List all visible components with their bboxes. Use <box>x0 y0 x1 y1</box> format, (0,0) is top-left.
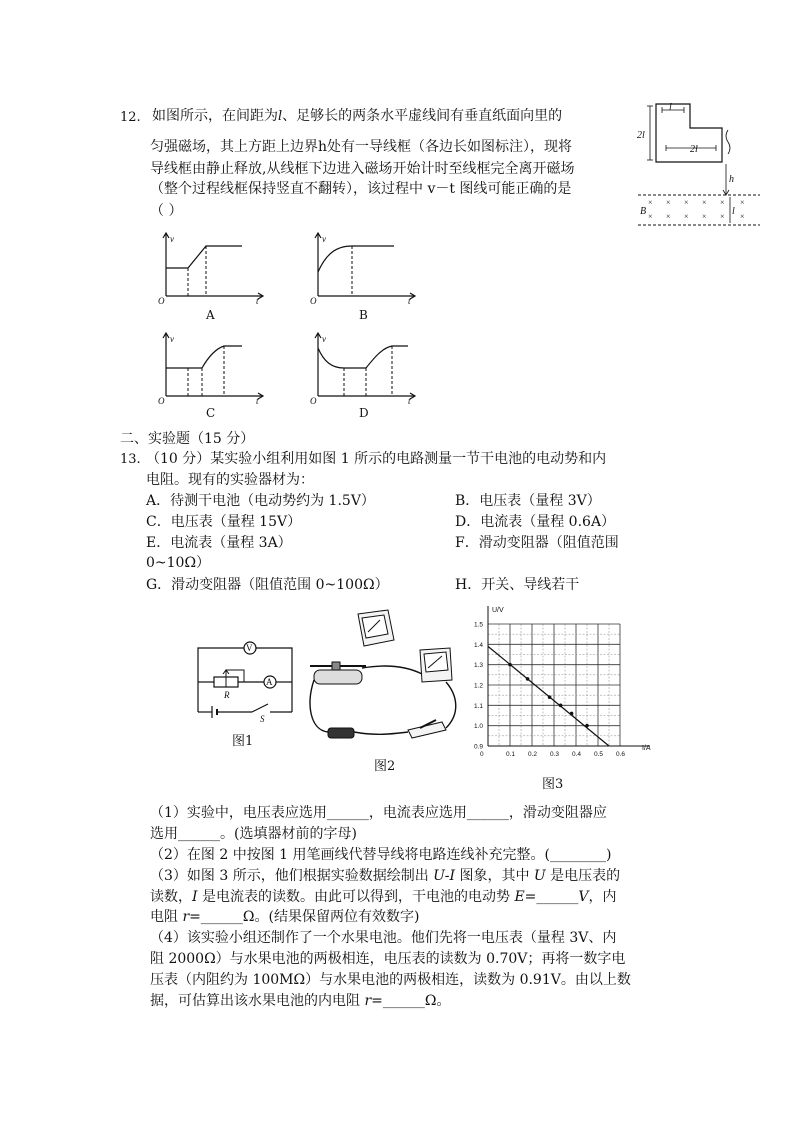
fig3-data-point <box>526 677 530 681</box>
graph-c-t-label: t <box>256 396 259 404</box>
figure-1-caption: 图1 <box>232 734 254 749</box>
graph-d-v-label: v <box>322 334 326 344</box>
fig3-data-point <box>585 724 589 728</box>
svg-text:×: × <box>740 198 745 207</box>
graph-b-v-label: v <box>322 234 326 244</box>
svg-text:×: × <box>666 212 671 221</box>
option-f-line1: F．滑动变阻器（阻值范围 <box>455 535 619 551</box>
svg-text:×: × <box>648 198 653 207</box>
fig-label-h: h <box>729 174 734 185</box>
part-4-line1: （4）该实验小组还制作了一个水果电池。他们先将一电压表（量程 3V、内 <box>150 930 617 946</box>
fig-label-l: l <box>669 102 672 113</box>
fig3-y-tick-label: 1.2 <box>474 682 484 690</box>
option-f-line2: 0~10Ω） <box>146 555 211 571</box>
graph-c-v-label: v <box>170 334 174 344</box>
graph-d-origin: O <box>310 396 317 404</box>
fig3-x-tick-label: 0.5 <box>594 751 604 758</box>
svg-text:×: × <box>648 212 653 221</box>
svg-text:×: × <box>702 212 707 221</box>
q12-graph-b <box>310 232 420 304</box>
svg-text:×: × <box>684 198 689 207</box>
fig-label-B: B <box>640 206 647 217</box>
option-h: H．开关、导线若干 <box>455 577 580 593</box>
fig3-y-axis-label: U/V <box>492 607 504 614</box>
fig3-y-tick-label: 1.0 <box>474 723 484 731</box>
q12-graph-a <box>158 232 268 304</box>
fig3-x-tick-label: 0.6 <box>616 751 626 758</box>
figure-2-caption: 图2 <box>374 759 396 774</box>
fig1-switch-label: S <box>260 714 265 724</box>
q12-number: 12. <box>120 110 141 125</box>
fig3-x-axis-label: I/A <box>642 745 651 752</box>
graph-b-label: B <box>359 308 368 322</box>
graph-d-t-label: t <box>408 396 411 404</box>
part-3-line2: 读数，I 是电流表的读数。由此可以得到，干电池的电动势 E=______V，内 <box>150 889 617 905</box>
graph-c-label: C <box>206 406 216 420</box>
q12-text-line4: （整个过程线框保持竖直不翻转），该过程中 v－t 图线可能正确的是 <box>150 181 572 197</box>
graph-b-origin: O <box>310 296 317 304</box>
fig3-data-point <box>508 663 512 667</box>
part-1-line2: 选用______。(选填器材前的字母) <box>150 826 357 842</box>
option-a: A．待测干电池（电动势约为 1.5V） <box>146 493 375 509</box>
fig3-x-tick-label: 0.4 <box>572 751 582 758</box>
option-g: G．滑动变阻器（阻值范围 0~100Ω） <box>146 577 389 593</box>
fig3-x-tick-label: 0 <box>480 751 484 758</box>
fig3-x-tick-label: 0.1 <box>506 751 516 758</box>
figure-3-caption: 图3 <box>542 777 564 792</box>
svg-text:×: × <box>702 198 707 207</box>
q12-answer-bracket: （ ） <box>150 203 183 219</box>
graph-a-label: A <box>206 308 215 322</box>
part-4-line2: 阻 2000Ω）与水果电池的两极相连，电压表的读数为 0.70V；再将一数字电 <box>150 951 626 967</box>
graph-c-origin: O <box>158 396 165 404</box>
fig-label-2l-side: 2l <box>637 130 645 141</box>
part-4-line3: 压表（内阻约为 100MΩ）与水果电池的两极相连，读数为 0.91V。由以上数 <box>150 972 631 988</box>
svg-text:×: × <box>720 212 725 221</box>
q12-frame-field-figure <box>636 98 762 230</box>
part-3-line3: 电阻 r=______Ω。(结果保留两位有效数字) <box>150 909 420 925</box>
graph-a-origin: O <box>158 296 165 304</box>
q12-graph-c <box>158 332 268 404</box>
figure-1-circuit <box>190 640 298 730</box>
option-e: E．电流表（量程 3A） <box>146 535 292 551</box>
q13-intro-line1: （10 分）某实验小组利用如图 1 所示的电路测量一节干电池的电动势和内 <box>146 451 607 467</box>
q12-text-line3: 导线框由静止释放,从线框下边进入磁场开始计时至线框完全离开磁场 <box>150 161 575 177</box>
figure-2-apparatus <box>296 604 462 754</box>
fig1-ammeter-symbol: A <box>266 677 273 687</box>
option-b: B．电压表（量程 3V） <box>455 493 601 509</box>
svg-text:×: × <box>740 212 745 221</box>
fig-label-field-width: l <box>732 206 735 217</box>
option-c: C．电压表（量程 15V） <box>146 514 302 530</box>
fig3-data-point <box>570 712 574 716</box>
fig3-y-tick-label: 1.1 <box>474 702 484 710</box>
option-d: D．电流表（量程 0.6A） <box>455 514 616 530</box>
fig3-x-tick-label: 0.2 <box>528 751 538 758</box>
fig3-y-tick-label: 1.3 <box>474 662 484 670</box>
fig3-y-tick-label: 1.5 <box>474 621 484 629</box>
q12-text-line1: 如图所示，在间距为l、足够长的两条水平虚线间有垂直纸面向里的 <box>152 108 563 124</box>
part-3-line1: （3）如图 3 所示，他们根据实验数据绘制出 U-I 图象，其中 U 是电压表的 <box>150 868 621 884</box>
fig3-data-point <box>548 695 552 699</box>
q12-text-line2: 匀强磁场，其上方距上边界h处有一导线框（各边长如图标注），现将 <box>150 139 573 155</box>
part-4-line4: 据，可估算出该水果电池的内电阻 r=______Ω。 <box>150 993 451 1009</box>
fig3-data-point <box>559 704 563 708</box>
part-2: （2）在图 2 中按图 1 用笔画线代替导线将电路连线补充完整。(________) <box>150 847 612 863</box>
svg-text:×: × <box>666 198 671 207</box>
fig1-resistor-label: R <box>224 690 230 700</box>
graph-a-t-label: t <box>256 296 259 304</box>
fig3-y-tick-label: 1.4 <box>474 641 484 649</box>
graph-d-label: D <box>359 406 369 420</box>
section-2-title: 二、实验题（15 分） <box>120 431 255 447</box>
svg-text:×: × <box>684 212 689 221</box>
q12-graph-d <box>310 332 420 404</box>
part-1-line1: （1）实验中，电压表应选用______，电流表应选用______，滑动变阻器应 <box>150 805 607 821</box>
svg-text:×: × <box>720 198 725 207</box>
graph-a-v-label: v <box>170 234 174 244</box>
fig3-x-tick-label: 0.3 <box>550 751 560 758</box>
q13-number: 13. <box>120 452 141 467</box>
fig1-voltmeter-symbol: V <box>246 643 253 653</box>
graph-b-t-label: t <box>408 296 411 304</box>
figure-3-ui-graph <box>466 604 662 772</box>
fig-label-2l-bottom: 2l <box>690 144 698 155</box>
fig3-y-tick-label: 0.9 <box>474 743 484 751</box>
q13-intro-line2: 电阻。现有的实验器材为： <box>146 472 314 488</box>
